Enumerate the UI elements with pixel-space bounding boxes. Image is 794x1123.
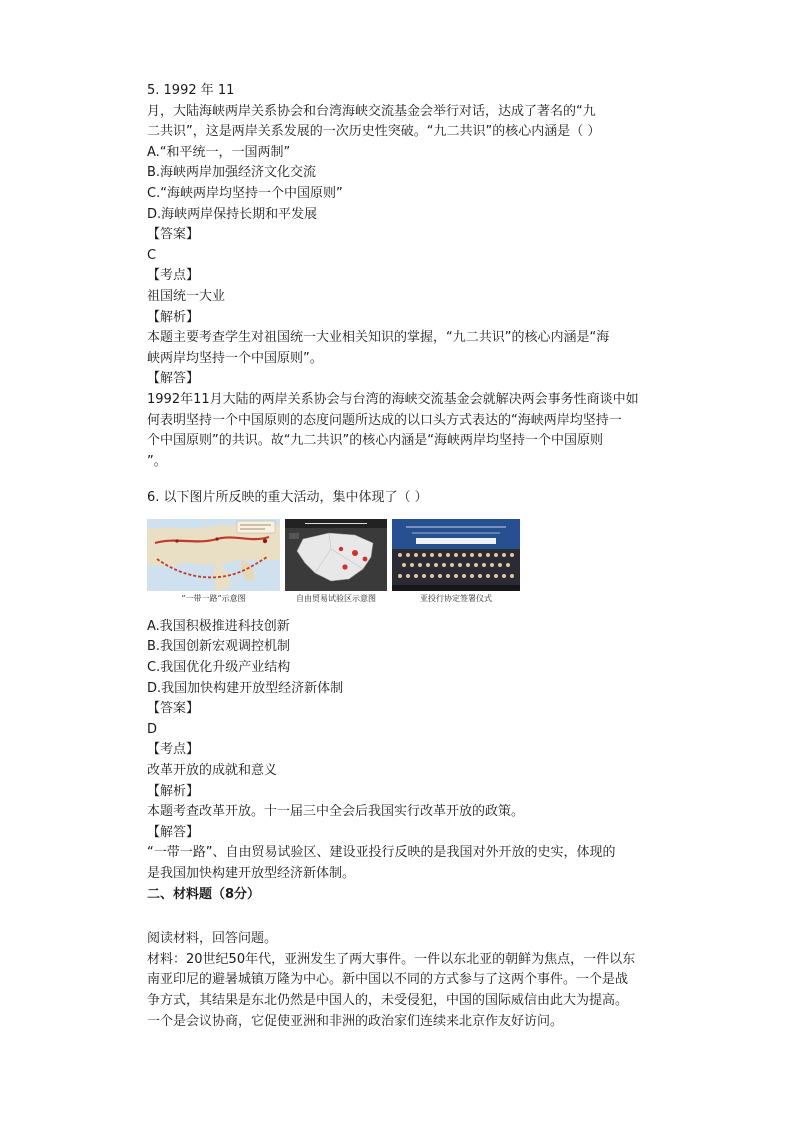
section-2-title: 二、材料题（8分）	[147, 886, 261, 902]
section-2-intro: 阅读材料，回答问题。	[147, 931, 278, 947]
q5-solution-line-3: 个中国原则”的共识。故“九二共识”的核心内涵是“海峡两岸均坚持一个中国原则	[147, 433, 603, 449]
q6-analysis-label: 【解析】	[147, 783, 200, 799]
q5-solution-line-2: 何表明坚持一个中国原则的态度问题所达成的以口头方式表达的“海峡两岸均坚持一	[147, 412, 622, 428]
document-page	[147, 81, 677, 1032]
belt-road-map-figure	[147, 519, 280, 607]
material-line-2: 南亚印尼的避暑城镇万隆为中心。新中国以不同的方式参与了这两个事件。一个是战	[147, 972, 629, 988]
aiib-signing-figure	[392, 519, 520, 607]
q6-answer-label: 【答案】	[147, 701, 200, 717]
q6-solution-line-2: 是我国加快构建开放型经济新体制。	[147, 866, 356, 881]
q6-figure-row	[147, 519, 677, 607]
material-line-4: 一个是会议协商，它促使亚洲和非洲的政治家们连续来北京作友好访问。	[147, 1013, 564, 1029]
material-line-1: 材料：20世纪50年代，亚洲发生了两大事件。一件以东北亚的朝鲜为焦点，一件以东	[147, 951, 636, 967]
q5-solution-label: 【解答】	[147, 371, 200, 387]
q5-stem-line-2: 月，大陆海峡两岸关系协会和台湾海峡交流基金会举行对话，达成了著名的“九	[147, 103, 596, 119]
q6-option-b: B.我国创新宏观调控机制	[147, 639, 291, 655]
q6-point-label: 【考点】	[147, 742, 200, 758]
q5-point: 祖国统一大业	[147, 288, 226, 304]
q6-option-d: D.我国加快构建开放型经济新体制	[147, 680, 344, 696]
q6-option-c: C.我国优化升级产业结构	[147, 660, 291, 676]
q6-point: 改革开放的成就和意义	[147, 763, 278, 779]
question-5	[147, 81, 677, 472]
q5-analysis-line-1: 本题主要考查学生对祖国统一大业相关知识的掌握，“九二共识”的核心内涵是“海	[147, 330, 610, 346]
q5-option-a: A.“和平统一，一国两制”	[147, 144, 291, 160]
q5-stem-line-3: 二共识”，这是两岸关系发展的一次历史性突破。“九二共识”的核心内涵是（ ）	[147, 124, 601, 140]
q6-option-a: A.我国积极推进科技创新	[147, 618, 290, 634]
free-trade-zone-figure	[285, 519, 387, 607]
free-trade-zone-caption: 自由贸易试验区示意图	[296, 593, 376, 603]
q6-solution-line-1: “一带一路”、自由贸易试验区、建设亚投行反映的是我国对外开放的史实，体现的	[147, 845, 616, 861]
q5-option-c: C.“海峡两岸均坚持一个中国原则”	[147, 185, 343, 201]
q5-solution-line-4: ”。	[147, 453, 167, 469]
belt-road-map-caption: “一带一路”示意图	[181, 593, 246, 603]
q5-answer-label: 【答案】	[147, 227, 200, 243]
q6-solution-label: 【解答】	[147, 824, 200, 840]
q5-analysis-line-2: 峡两岸均坚持一个中国原则”。	[147, 350, 323, 366]
free-trade-zone-image	[285, 519, 387, 591]
material-line-3: 争方式，其结果是东北仍然是中国人的，未受侵犯，中国的国际威信由此大为提高。	[147, 992, 629, 1008]
aiib-signing-caption: 亚投行协定签署仪式	[420, 593, 492, 603]
q5-answer: C	[147, 247, 157, 263]
q5-option-d: D.海峡两岸保持长期和平发展	[147, 206, 318, 222]
belt-road-map-image	[147, 519, 280, 591]
q5-point-label: 【考点】	[147, 268, 200, 284]
q5-option-b: B.海峡两岸加强经济文化交流	[147, 165, 317, 181]
q6-analysis-line-1: 本题考查改革开放。十一届三中全会后我国实行改革开放的政策。	[147, 804, 525, 820]
section-2	[147, 885, 677, 1033]
q5-solution-line-1: 1992年11月大陆的两岸关系协会与台湾的海峡交流基金会就解决两会事务性商谈中如	[147, 391, 639, 407]
aiib-signing-photo	[392, 519, 520, 591]
q5-analysis-label: 【解析】	[147, 309, 200, 325]
question-6	[147, 488, 677, 884]
q6-answer: D	[147, 721, 158, 737]
q6-stem: 6. 以下图片所反映的重大活动，集中体现了（ ）	[147, 490, 428, 506]
q5-stem-line-1: 5. 1992 年 11	[147, 83, 235, 98]
